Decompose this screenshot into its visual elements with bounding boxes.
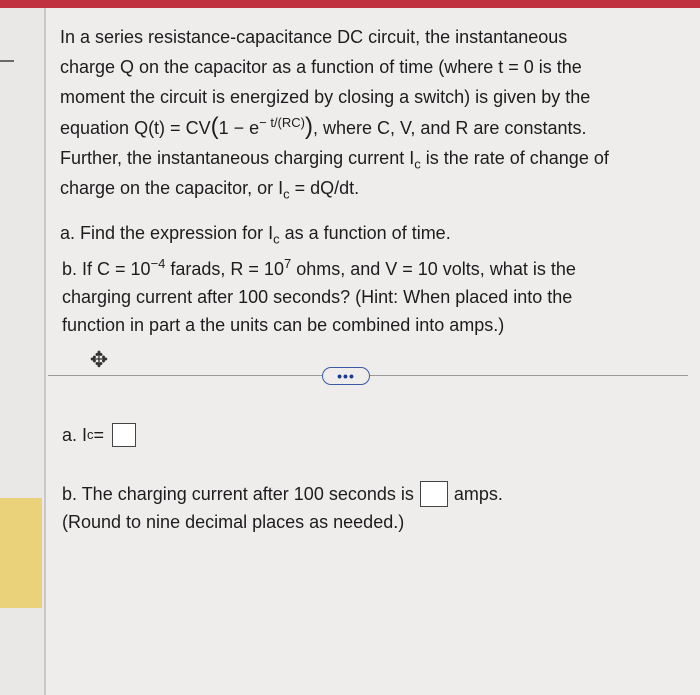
current-def-tail: = dQ/dt. [289, 178, 360, 198]
intro-line-3: moment the circuit is energized by closing a switch) is given by the [60, 87, 591, 107]
part-b-line-1 [62, 255, 692, 283]
current-text-tail: is the rate of change of [420, 148, 609, 168]
paren-close: ) [305, 113, 313, 140]
intro-line-2: charge Q on the capacitor as a function of time (where t = 0 is the [60, 57, 582, 77]
answer-b-unit: amps. [453, 484, 503, 504]
intro-line-1: In a series resistance-capacitance DC circuit, the instantaneous [60, 27, 568, 47]
part-b-exp-2: 7 [283, 256, 292, 271]
answer-b-block [62, 480, 682, 536]
current-def: charge on the capacitor, or I [60, 178, 284, 198]
part-a-text: a. Find the expression for I [60, 223, 274, 243]
part-b-resistance: farads, R = 10 [165, 259, 284, 279]
answer-b-row [62, 480, 682, 508]
more-options-button[interactable]: ••• [322, 367, 370, 385]
answer-b-rounding-note: (Round to nine decimal places as needed.) [62, 512, 405, 532]
part-b-voltage: ohms, and V = 10 volts, what is the [291, 259, 576, 279]
current-text: Further, the instantaneous charging current I [60, 148, 415, 168]
answer-a-row: a. I c = [62, 423, 136, 447]
part-b-line-3: function in part a the units can be combined into amps.) [62, 315, 505, 335]
intro-line-5 [60, 143, 690, 173]
part-a-subscript: c [273, 231, 280, 247]
answer-a-input[interactable] [112, 423, 136, 447]
current-def-subscript: c [283, 186, 290, 202]
part-b-exp-1: −4 [150, 256, 166, 271]
left-panel-border [44, 8, 46, 695]
part-a-tail: as a function of time. [279, 223, 451, 243]
equation-exponent: − t/(RC) [259, 115, 305, 130]
part-b-line-2: charging current after 100 seconds? (Hint: When placed into the [62, 287, 573, 307]
part-b-capacitance: b. If C = 10 [62, 259, 151, 279]
equation-trailer: , where C, V, and R are constants. [313, 118, 587, 138]
part-a-question [60, 218, 690, 248]
question-intro [60, 22, 690, 203]
top-accent-bar [0, 0, 700, 8]
answer-a-equals: = [93, 424, 105, 445]
answer-b-label: b. The charging current after 100 seconds is [62, 484, 414, 504]
answer-b-input[interactable] [420, 481, 448, 507]
back-arrow-icon[interactable] [0, 60, 14, 62]
intro-line-4 [60, 112, 690, 143]
intro-line-6 [60, 173, 690, 203]
part-b-question [62, 255, 692, 339]
answer-a-label: a. I [62, 424, 88, 445]
equation-inner: 1 − e [218, 118, 260, 138]
left-panel-highlight [0, 498, 42, 608]
move-icon[interactable]: ✥ [89, 347, 109, 372]
paren-open: ( [210, 113, 219, 140]
equation-label: equation Q(t) = CV [60, 118, 211, 138]
current-subscript: c [414, 156, 421, 172]
